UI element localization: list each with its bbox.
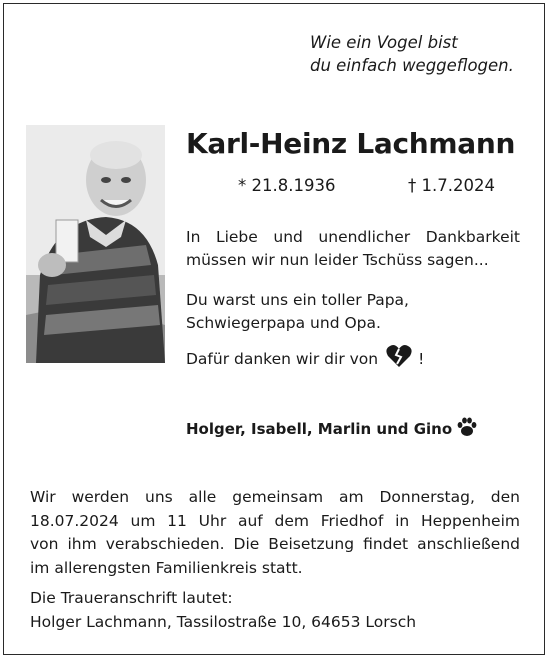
paw-icon bbox=[455, 415, 479, 443]
announcement-line-2: 18.07.2024 um 11 Uhr auf dem Friedhof in Heppenheim bbox=[30, 511, 520, 530]
condolence-address bbox=[30, 587, 520, 634]
quote bbox=[310, 31, 514, 77]
message-line-4: Schwiegerpapa und Opa. bbox=[186, 314, 381, 332]
message-line-5-end: ! bbox=[418, 350, 425, 368]
announcement-line-1: Wir werden uns alle gemeinsam am Donnerstag, den bbox=[30, 488, 520, 506]
message-line-2: müssen wir nun leider Tschüss sagen... bbox=[186, 251, 489, 269]
death-date: † 1.7.2024 bbox=[408, 176, 495, 195]
signers-text: Holger, Isabell, Marlin und Gino bbox=[186, 420, 453, 438]
message-line-5 bbox=[186, 344, 424, 375]
deceased-name: Karl-Heinz Lachmann bbox=[186, 127, 516, 160]
message-line-5-text: Dafür danken wir dir von bbox=[186, 350, 379, 368]
message-line-1: In Liebe und unendlicher Dankbarkeit bbox=[186, 228, 520, 246]
portrait-photo bbox=[26, 125, 165, 363]
announcement-line-3: von ihm verabschieden. Die Beisetzung findet anschließend bbox=[30, 535, 520, 553]
quote-line-2: du einfach weggeflogen. bbox=[310, 56, 514, 75]
message-line-3: Du warst uns ein toller Papa, bbox=[186, 291, 409, 309]
birth-date: * 21.8.1936 bbox=[238, 176, 336, 195]
funeral-announcement bbox=[30, 486, 520, 580]
quote-line-1: Wie ein Vogel bist bbox=[310, 33, 458, 52]
broken-heart-icon bbox=[386, 344, 412, 375]
address-label: Die Traueranschrift lautet: bbox=[30, 589, 233, 607]
address-value: Holger Lachmann, Tassilostraße 10, 64653 Lorsch bbox=[30, 612, 417, 631]
signers bbox=[186, 415, 479, 443]
announcement-line-4: im allerengsten Familienkreis statt. bbox=[30, 558, 303, 577]
